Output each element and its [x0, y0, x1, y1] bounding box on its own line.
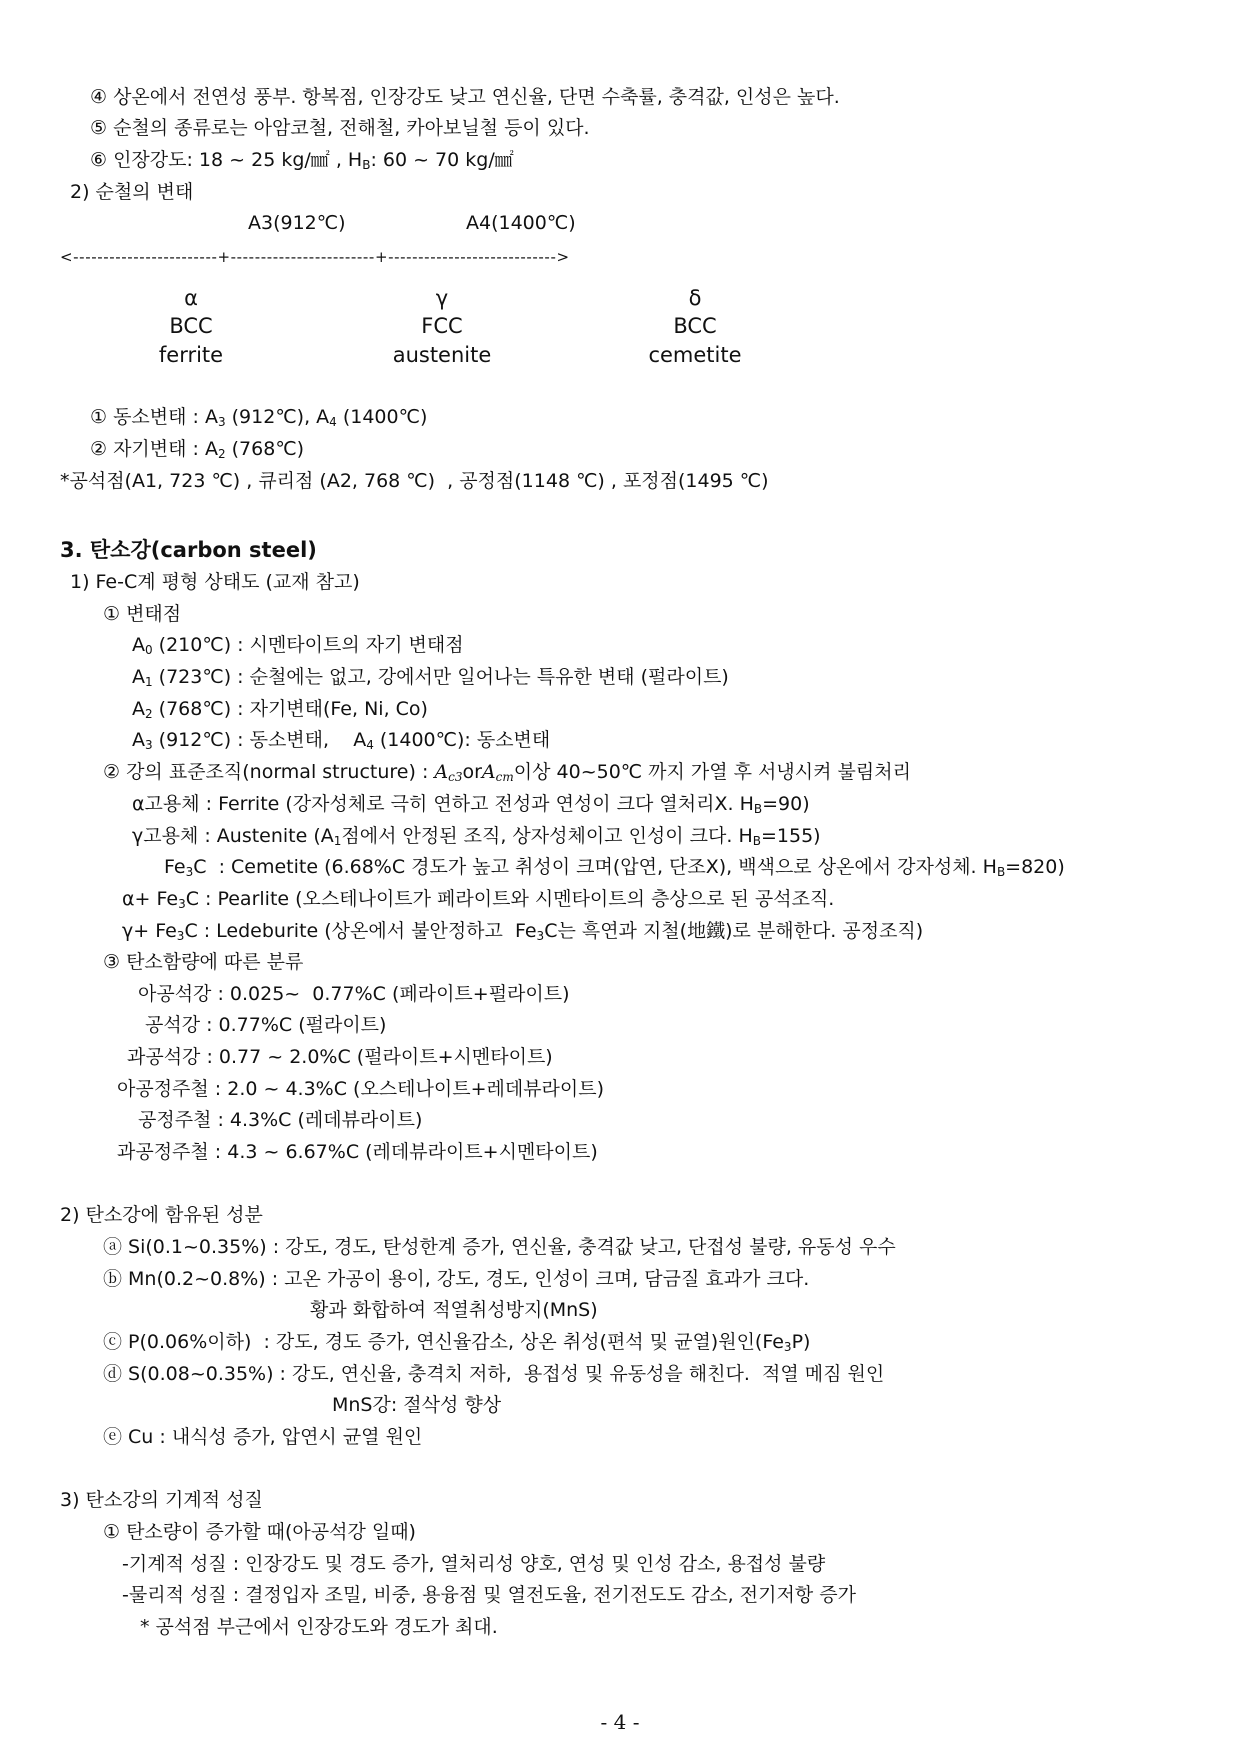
normal-structure-heading: ② 강의 표준조직(normal structure) : $A_{c3}orA_{cm}$이상 40~50℃ 까지 가열 후 서냉시켜 불림처리: [103, 761, 911, 784]
carbon-increase-heading: ① 탄소량이 증가할 때(아공석강 일때): [103, 1521, 416, 1543]
element-mn: ⓑ Mn(0.2~0.8%) : 고온 가공이 용이, 강도, 경도, 인성이 크며, 담금질 효과가 크다.: [103, 1268, 810, 1290]
element-cu: ⓔ Cu : 내식성 증가, 압연시 균열 원인: [103, 1426, 423, 1448]
class-hypereutectoid-steel: 과공석강 : 0.77 ~ 2.0%C (펄라이트+시멘타이트): [127, 1046, 553, 1068]
eutectoid-note: * 공석점 부근에서 인장강도와 경도가 최대.: [140, 1616, 498, 1638]
ledeburite-line: $\gamma+ Fe_3C$ : Ledeburite (상온에서 불안정하고 $Fe_3C$는 흑연과 지철(地鐵)로 분해한다. 공정조직): [122, 920, 924, 943]
a3-a4-point: $A_3$ (912℃) : 동소변태, $A_4$ (1400℃): 동소변태: [132, 729, 551, 752]
physical-property-line: -물리적 성질 : 결정입자 조밀, 비중, 용융점 및 열전도율, 전기전도도 감소, 전기저항 증가: [122, 1584, 856, 1606]
class-hypoeutectic-cast-iron: 아공정주철 : 2.0 ~ 4.3%C (오스테나이트+레데뷰라이트): [117, 1078, 605, 1100]
phase-gamma-lattice: FCC: [421, 314, 463, 338]
critical-points-note: *공석점(A1, 723 ℃) , 큐리점 (A2, 768 ℃) , 공정점(1148 ℃) , 포정점(1495 ℃): [60, 470, 769, 492]
pure-iron-transformation-heading: 2) 순철의 변태: [70, 181, 194, 203]
mechanical-property-line: -기계적 성질 : 인장강도 및 경도 증가, 열처리성 양호, 연성 및 인성 감소, 용접성 불량: [122, 1553, 826, 1575]
a0-point: $A_0$ (210℃) : 시멘타이트의 자기 변태점: [132, 634, 464, 657]
phase-gamma-greek: γ: [435, 286, 449, 310]
phase-delta-name: cemetite: [648, 343, 742, 367]
carbon-classification-heading: ③ 탄소함량에 따른 분류: [103, 951, 304, 973]
transformation-points-heading: ① 변태점: [103, 603, 182, 625]
phase-gamma-name: austenite: [392, 343, 492, 367]
cementite-line: $Fe_3C$ : Cemetite (6.68%C 경도가 높고 취성이 크며(압연, 단조X), 백색으로 상온에서 강자성체. $H_B=820$): [164, 856, 1065, 879]
a1-point: $A_1$ (723℃) : 순철에는 없고, 강에서만 일어나는 특유한 변태 (펄라이트): [132, 666, 729, 689]
phase-alpha-greek: α: [184, 286, 198, 310]
pure-iron-property-5: ⑤ 순철의 종류로는 아암코철, 전해철, 카아보닐철 등이 있다.: [90, 117, 590, 139]
phase-alpha-lattice: BCC: [169, 314, 213, 338]
elements-heading: 2) 탄소강에 함유된 성분: [60, 1204, 263, 1226]
element-p: ⓒ P(0.06%이하) : 강도, 경도 증가, 연신율감소, 상온 취성(편석 및 균열)원인$(Fe_3P)$: [103, 1331, 811, 1354]
austenite-line: γ고용체 : Austenite ($A_1$점에서 안정된 조직, 상자성체이고 인성이 크다. $H_B=155$): [132, 825, 821, 848]
element-s-note: MnS강: 절삭성 향상: [332, 1394, 502, 1416]
element-si: ⓐ Si(0.1~0.35%) : 강도, 경도, 탄성한계 증가, 연신율, 충격값 낮고, 단접성 불량, 유동성 우수: [103, 1236, 896, 1258]
pure-iron-property-6: ⑥ 인장강도: 18 ~ 25 kg/㎟ , $H_B$: 60 ~ 70 kg/㎟: [90, 149, 514, 172]
class-eutectoid-steel: 공석강 : 0.77%C (펄라이트): [145, 1014, 387, 1036]
a3-label: A3(912℃): [248, 212, 346, 234]
a4-label: A4(1400℃): [466, 212, 576, 234]
allotropic-transformation: ① 동소변태 : $A_3$ (912℃), $A_4$ (1400℃): [90, 406, 428, 429]
phase-delta-lattice: BCC: [673, 314, 717, 338]
magnetic-transformation: ② 자기변태 : $A_2$ (768℃): [90, 438, 305, 461]
phase-delta-greek: δ: [688, 286, 702, 310]
ferrite-line: α고용체 : Ferrite (강자성체로 극히 연하고 전성과 연성이 크다 열처리X. $H_B=90$): [132, 793, 810, 816]
phase-alpha-name: ferrite: [158, 343, 224, 367]
fe-c-diagram-heading: 1) Fe-C계 평형 상태도 (교재 참고): [70, 571, 360, 593]
class-hypoeutectoid-steel: 아공석강 : 0.025~ 0.77%C (페라이트+펄라이트): [138, 983, 570, 1005]
pearlite-line: $\alpha+ Fe_3C$ : Pearlite (오스테나이트가 페라이트와 시멘타이트의 층상으로 된 공석조직.: [122, 888, 835, 911]
class-hypereutectic-cast-iron: 과공정주철 : 4.3 ~ 6.67%C (레데뷰라이트+시멘타이트): [117, 1141, 598, 1163]
element-mn-note: 황과 화합하여 적열취성방지(MnS): [310, 1299, 598, 1321]
transformation-arrow: <------------------------+------------------------+---------------------------->: [60, 248, 570, 266]
mechanical-properties-heading: 3) 탄소강의 기계적 성질: [60, 1489, 263, 1511]
section-title-carbon-steel: 3. 탄소강(carbon steel): [60, 538, 317, 562]
a2-point: $A_2$ (768℃) : 자기변태(Fe, Ni, Co): [132, 698, 428, 721]
element-s: ⓓ S(0.08~0.35%) : 강도, 연신율, 충격치 저하, 용접성 및 유동성을 해친다. 적열 메짐 원인: [103, 1363, 885, 1385]
page-number: - 4 -: [600, 1710, 640, 1734]
class-eutectic-cast-iron: 공정주철 : 4.3%C (레데뷰라이트): [138, 1109, 423, 1131]
pure-iron-property-4: ④ 상온에서 전연성 풍부. 항복점, 인장강도 낮고 연신율, 단면 수축률, 충격값, 인성은 높다.: [90, 86, 840, 108]
